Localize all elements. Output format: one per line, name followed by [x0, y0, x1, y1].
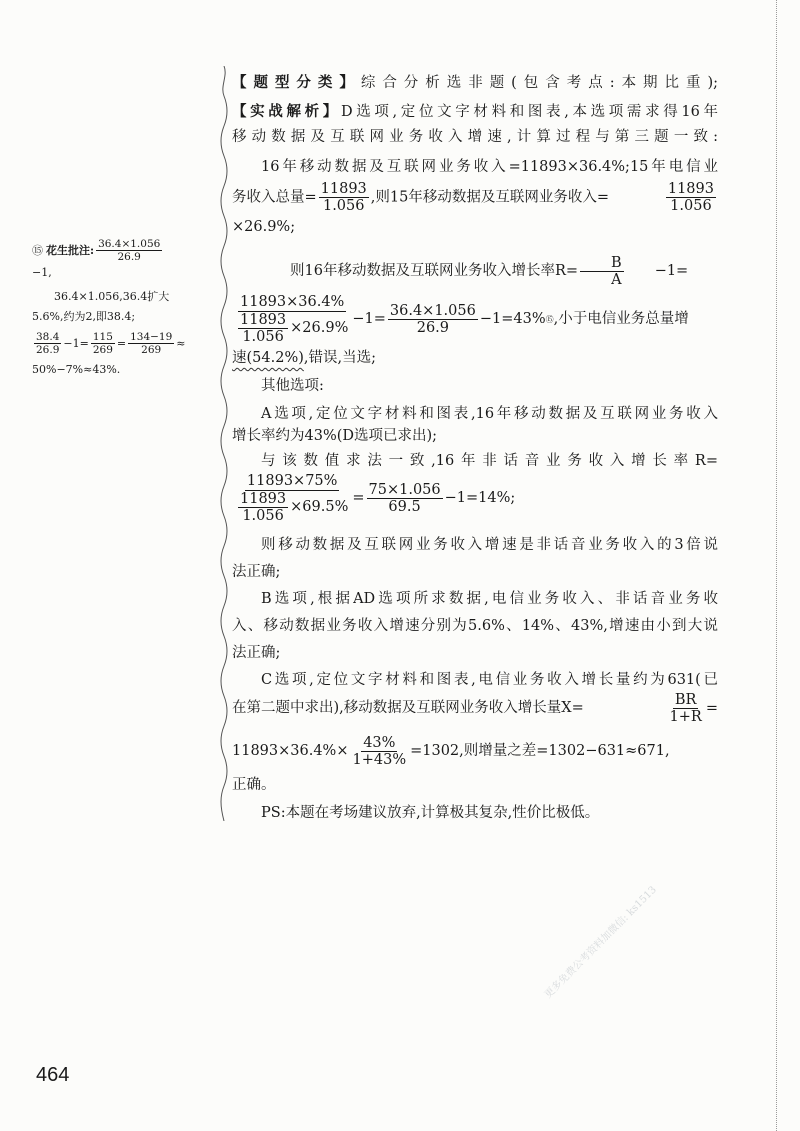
wavy-underlined-text: 速(54.2%)	[232, 350, 304, 366]
text-line: 法正确;	[232, 564, 281, 580]
text-line: PS:本题在考场建议放弃,计算极其复杂,性价比极低。	[261, 805, 600, 821]
text-segment: 务收入总量=	[232, 189, 317, 206]
footnote-marker: ⑮	[545, 315, 554, 324]
annotation-line: 36.4×1.056,36.4扩大	[54, 290, 170, 303]
text-segment: ,小于电信业务总量增	[553, 311, 689, 327]
fraction-43-percent: $\frac{43\%}{1+43\%}$	[352, 735, 407, 768]
line-wrong-conclusion: 速(54.2%),错误,当选;	[232, 350, 376, 366]
text-line: 则移动数据及互联网业务收入增速是非话音业务收入的3倍说	[261, 537, 718, 553]
watermark: 更多免费公考资料加微信: ks1513	[542, 884, 659, 1001]
text-segment: 在第二题中求出),移动数据及互联网业务收入增长量X=	[232, 700, 584, 716]
text-line: 其他选项:	[261, 378, 324, 394]
annotation-label: 花生批注:	[46, 243, 95, 257]
question-type-label: 【题型分类】	[232, 75, 361, 91]
formula-row-6	[232, 735, 718, 768]
fraction-nonvoice: $\frac{75\times 1.056}{69.5}$	[368, 482, 441, 515]
text-segment: 则16年移动数据及互联网业务收入增长率R=	[290, 263, 579, 279]
main-text-column	[232, 68, 718, 823]
formula-row-5: 在第二题中求出),移动数据及互联网业务收入增长量X= $\frac{BR}{1+R}$ =	[232, 692, 718, 725]
formula-row-2	[232, 255, 718, 288]
text-line: C选项,定位文字材料和图表,电信业务收入增长量约为631(已	[261, 672, 718, 688]
fraction-total-2015: $\frac{11893}{1.056}$	[667, 181, 714, 214]
annotation-line-1	[32, 238, 212, 263]
text-segment: −1=14%;	[444, 490, 516, 506]
line-question-type	[232, 74, 718, 93]
annotation-formula: $\frac{38.4}{26.9}$ −1= $\frac{115}{269}$ = $\frac{134-19}{269}$ ≈	[36, 331, 186, 356]
text-line: 与该数值求法一致,16年非话音业务收入增长率R=	[261, 453, 718, 469]
text-segment: ,则15年移动数据及互联网业务收入=	[370, 189, 610, 206]
page-number: 464	[36, 1064, 70, 1086]
annotation-line: −1,	[32, 266, 52, 279]
margin-annotation	[32, 238, 212, 380]
fraction-b-over-a: $\frac{B}{A}$	[580, 255, 624, 288]
text-line: ×26.9%;	[232, 219, 296, 235]
formula-row-4	[232, 473, 718, 524]
text-line: 16年移动数据及互联网业务收入=11893×36.4%;15年电信业	[261, 159, 718, 175]
text-line: 入、移动数据业务收入增速分别为5.6%、14%、43%,增速由小到大说	[232, 618, 718, 634]
analysis-label: 【实战解析】	[232, 104, 341, 120]
text-line: 正确。	[232, 777, 276, 793]
text-segment: =	[352, 490, 365, 506]
formula-row-1	[232, 181, 718, 214]
wavy-column-divider	[219, 66, 229, 821]
text-line: 增长率约为43%(D选项已求出);	[232, 428, 438, 444]
fraction-total-2015: $\frac{11893}{1.056}$	[320, 181, 367, 214]
compound-fraction-nonvoice: 11893×75% $\frac{11893}{1.056}$ ×69.5%	[240, 473, 349, 524]
text-line: B选项,根据AD选项所求数据,电信业务收入、非话音业务收	[261, 591, 718, 607]
page-edge-dotted-line	[776, 0, 777, 1131]
question-type-text: 综合分析选非题(包含考点:本期比重);	[360, 75, 719, 91]
text-line: 移动数据及互联网业务收入增速,计算过程与第三题一致:	[232, 129, 718, 145]
text-segment: −1=	[654, 263, 689, 279]
fraction-simplified: $\frac{36.4\times 1.056}{26.9}$	[389, 303, 476, 336]
compound-fraction-growth: 11893×36.4% $\frac{11893}{1.056}$ ×26.9%	[240, 294, 349, 345]
text-segment: 11893×36.4%×	[232, 743, 349, 759]
fraction-br-over-1r: $\frac{BR}{1+R}$	[669, 692, 702, 725]
formula-row-3	[232, 294, 718, 345]
footnote-marker: ⑮	[32, 243, 43, 257]
annotation-fraction: $\frac{36.4\times 1.056}{26.9}$	[98, 238, 161, 263]
text-segment: −1=43%	[479, 311, 546, 327]
text-line: A选项,定位文字材料和图表,16年移动数据及互联网业务收入	[261, 406, 718, 422]
annotation-line: 5.6%,约为2,即38.4;	[32, 310, 136, 323]
line-analysis	[232, 103, 718, 122]
text-segment: −1=	[352, 311, 386, 327]
analysis-text: D选项,定位文字材料和图表,本选项需求得16年	[340, 104, 718, 120]
text-segment: =1302,则增量之差=1302−631≈671,	[410, 743, 670, 759]
text-line: 法正确;	[232, 645, 281, 661]
annotation-line: 50%−7%≈43%.	[32, 363, 121, 376]
